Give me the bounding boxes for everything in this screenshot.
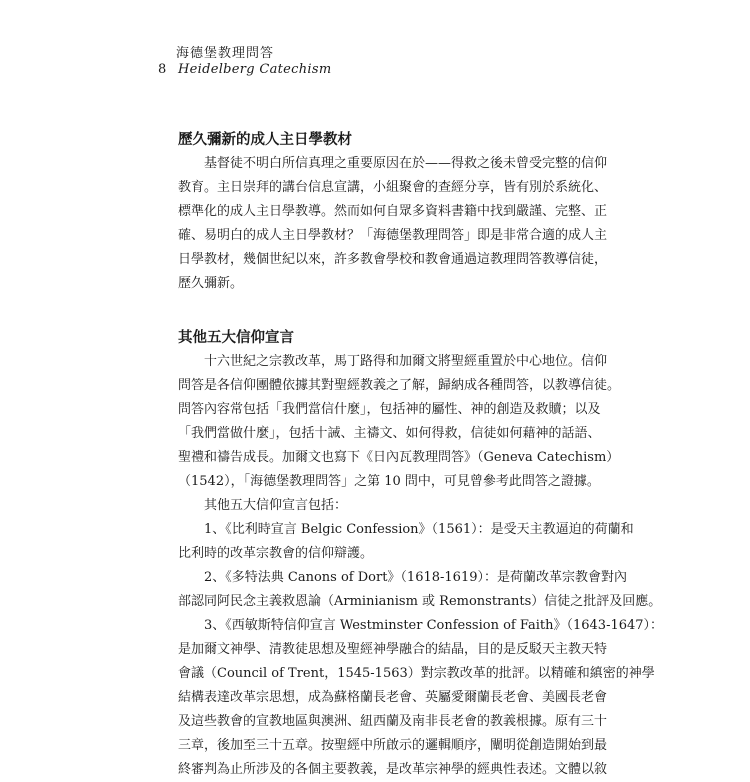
book-title: 海德堡教理問答 <box>176 46 275 61</box>
paragraph-line: 「我們當做什麼」，包括十誡、主禱文、如何得救，信徒如何藉神的話語、 <box>178 426 601 441</box>
paragraph-line: 確、易明白的成人主日學教材？「海德堡教理問答」即是非常合適的成人主 <box>178 228 608 243</box>
running-header <box>158 42 588 82</box>
paragraph-line: 聖禮和禱告成長。加爾文也寫下《日內瓦教理問答》（Geneva Catechism） <box>178 450 620 465</box>
list-item-line: 比利時的改革宗教會的信仰辯護。 <box>178 546 374 561</box>
paragraph-line: 教育。主日崇拜的講台信息宣講，小組聚會的查經分享，皆有別於系統化、 <box>178 180 608 195</box>
paragraph-line: （1542），「海德堡教理問答」之第 10 問中，可見曾參考此問答之證據。 <box>178 474 600 489</box>
page-number: 8 <box>158 62 167 77</box>
paragraph-line: 基督徒不明白所信真理之重要原因在於——得救之後未曾受完整的信仰 <box>204 156 608 171</box>
list-item-line: 1、《比利時宣言 Belgic Confession》（1561）：是受天主教逼迫的荷蘭和 <box>204 522 634 537</box>
list-item-line: 三章，後加至三十五章。按聖經中所啟示的邏輯順序，闡明從創造開始到最 <box>178 738 608 753</box>
list-item-line: 會議（Council of Trent，1545-1563）對宗教改革的批評。以精確和縝密的神學 <box>178 666 655 681</box>
paragraph-line: 十六世紀之宗教改革，馬丁路得和加爾文將聖經重置於中心地位。信仰 <box>204 354 608 369</box>
list-item-line: 結構表達改革宗思想，成為蘇格蘭長老會、英屬愛爾蘭長老會、美國長老會 <box>178 690 608 705</box>
list-item-line: 3、《西敏斯特信仰宣言 Westminster Confession of Faith》（1643-1647）： <box>204 618 664 633</box>
page-body <box>178 120 664 782</box>
paragraph-line: 問答內容常包括「我們當信什麼」，包括神的屬性、神的創造及救贖；以及 <box>178 402 601 417</box>
list-item-line: 2、《多特法典 Canons of Dort》（1618-1619）：是荷蘭改革宗教會對內 <box>204 570 627 585</box>
list-item-line: 及這些教會的宣教地區與澳洲、紐西蘭及南非長老會的教義根據。原有三十 <box>178 714 608 729</box>
list-item-line: 終審判為止所涉及的各個主要教義，是改革宗神學的經典性表述。文體以敘 <box>178 762 608 777</box>
english-title: Heidelberg Catechism <box>178 62 332 77</box>
paragraph-line: 其他五大信仰宣言包括： <box>204 498 348 513</box>
paragraph-line: 歷久彌新。 <box>178 276 244 291</box>
section-heading: 歷久彌新的成人主日學教材 <box>178 132 352 148</box>
list-item-line: 部認同阿民念主義救恩論（Arminianism 或 Remonstrants）信徒之批評及回應。 <box>178 594 662 609</box>
list-item-line: 是加爾文神學、清教徒思想及聖經神學融合的結晶，目的是反駁天主教天特 <box>178 642 608 657</box>
paragraph-line: 日學教材，幾個世紀以來，許多教會學校和教會通過這教理問答教導信徒， <box>178 252 608 267</box>
section-heading: 其他五大信仰宣言 <box>178 330 294 346</box>
paragraph-line: 問答是各信仰團體依據其對聖經教義之了解，歸納成各種問答，以教導信徒。 <box>178 378 621 393</box>
paragraph-line: 標準化的成人主日學教導。然而如何自眾多資料書籍中找到嚴謹、完整、正 <box>178 204 608 219</box>
